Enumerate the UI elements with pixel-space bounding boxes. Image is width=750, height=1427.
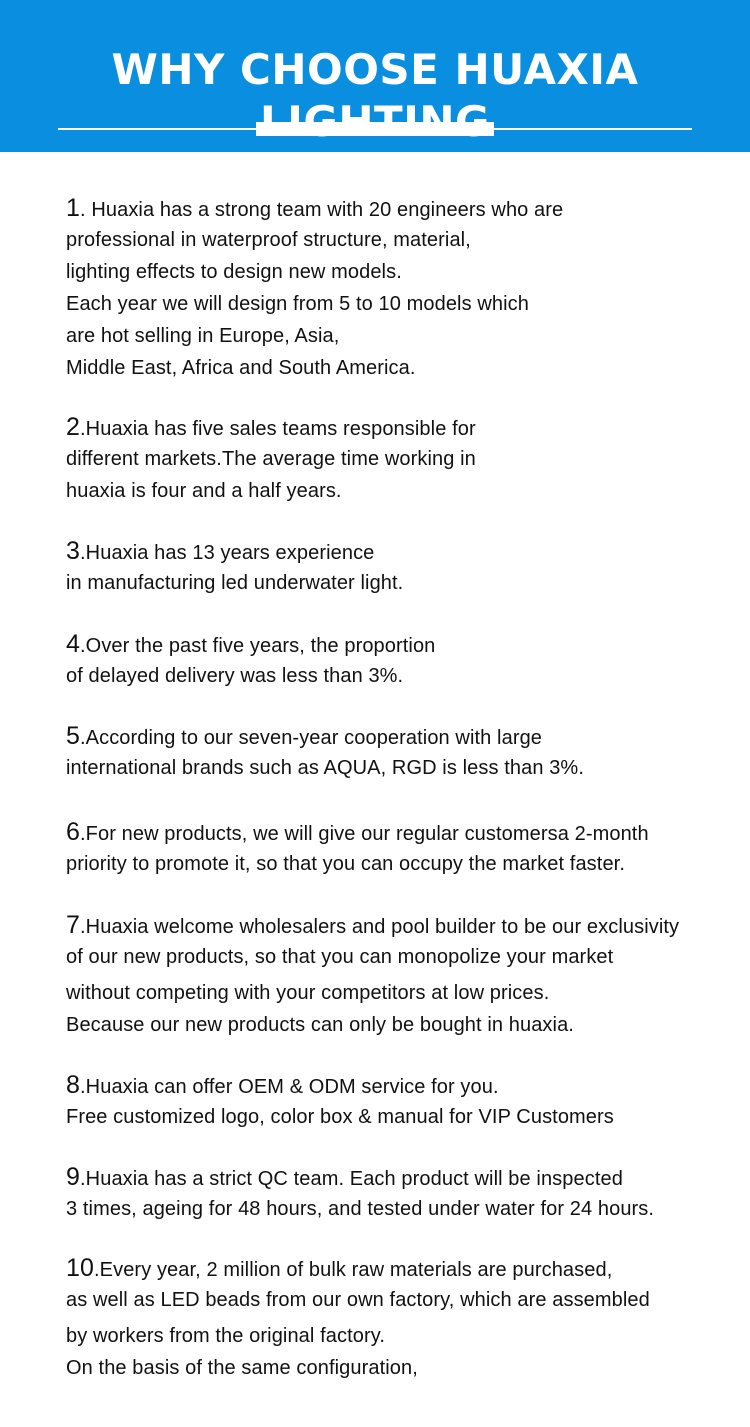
- reason-number: 8: [66, 1071, 81, 1099]
- reason-line: 3.Huaxia has 13 years experience: [66, 537, 375, 565]
- reason-line: 4.Over the past five years, the proportion: [66, 630, 436, 658]
- reason-line: Free customized logo, color box & manual for VIP Customers: [66, 1106, 614, 1128]
- reason-line: as well as LED beads from our own factory, which are assembled: [66, 1289, 650, 1311]
- reason-line: different markets.The average time working in: [66, 448, 476, 470]
- reason-line: 9.Huaxia has a strict QC team. Each product will be inspected: [66, 1163, 623, 1191]
- reason-item-3: [66, 535, 746, 599]
- reason-line: 7.Huaxia welcome wholesalers and pool builder to be our exclusivity: [66, 911, 680, 939]
- reason-line: 2.Huaxia has five sales teams responsible for: [66, 413, 476, 441]
- title-divider-left: [58, 128, 258, 130]
- reason-number: 2: [66, 413, 81, 441]
- reason-line: Because our new products can only be bought in huaxia.: [66, 1014, 574, 1036]
- reason-line: of delayed delivery was less than 3%.: [66, 665, 404, 687]
- reason-line: international brands such as AQUA, RGD is less than 3%.: [66, 757, 584, 779]
- reason-item-7: [66, 909, 746, 1041]
- reason-line: lighting effects to design new models.: [66, 261, 402, 283]
- title-divider-right: [492, 128, 692, 130]
- reason-line: priority to promote it, so that you can occupy the market faster.: [66, 853, 625, 875]
- reason-item-8: [66, 1069, 746, 1133]
- reason-line: by workers from the original factory.: [66, 1325, 385, 1347]
- reason-line: are hot selling in Europe, Asia,: [66, 325, 340, 347]
- reason-item-5: [66, 720, 746, 784]
- reason-number: 3: [66, 537, 81, 565]
- reason-number: 10: [66, 1254, 95, 1282]
- reason-line: professional in waterproof structure, material,: [66, 229, 471, 251]
- page-title: WHY CHOOSE HUAXIA: [111, 45, 639, 94]
- reason-item-1: [66, 192, 746, 384]
- reason-line: without competing with your competitors at low prices.: [66, 982, 550, 1004]
- reason-item-4: [66, 628, 746, 692]
- reason-item-9: [66, 1161, 746, 1225]
- reason-line: 5.According to our seven-year cooperation with large: [66, 722, 543, 750]
- reason-number: 5: [66, 722, 81, 750]
- reason-number: 6: [66, 818, 81, 846]
- reason-line: in manufacturing led underwater light.: [66, 572, 404, 594]
- reason-line: 10.Every year, 2 million of bulk raw materials are purchased,: [66, 1254, 613, 1282]
- reason-line: huaxia is four and a half years.: [66, 480, 342, 502]
- reason-item-2: [66, 411, 746, 507]
- reason-item-6: [66, 816, 746, 880]
- reason-line: 1. Huaxia has a strong team with 20 engineers who are: [66, 194, 564, 222]
- reason-line: Each year we will design from 5 to 10 models which: [66, 293, 529, 315]
- reason-number: 4: [66, 630, 81, 658]
- reason-number: 1: [66, 194, 81, 222]
- reason-number: 7: [66, 911, 81, 939]
- reason-item-10: [66, 1252, 746, 1384]
- title-divider-bar: [256, 122, 494, 136]
- reason-number: 9: [66, 1163, 81, 1191]
- reason-line: 3 times, ageing for 48 hours, and tested under water for 24 hours.: [66, 1198, 655, 1220]
- header-banner: [0, 0, 750, 152]
- reason-line: Middle East, Africa and South America.: [66, 357, 416, 379]
- reason-line: 6.For new products, we will give our regular customersa 2-month: [66, 818, 649, 846]
- reason-line: 8.Huaxia can offer OEM & ODM service for you.: [66, 1071, 499, 1099]
- reason-line: On the basis of the same configuration,: [66, 1357, 418, 1379]
- reason-line: of our new products, so that you can monopolize your market: [66, 946, 614, 968]
